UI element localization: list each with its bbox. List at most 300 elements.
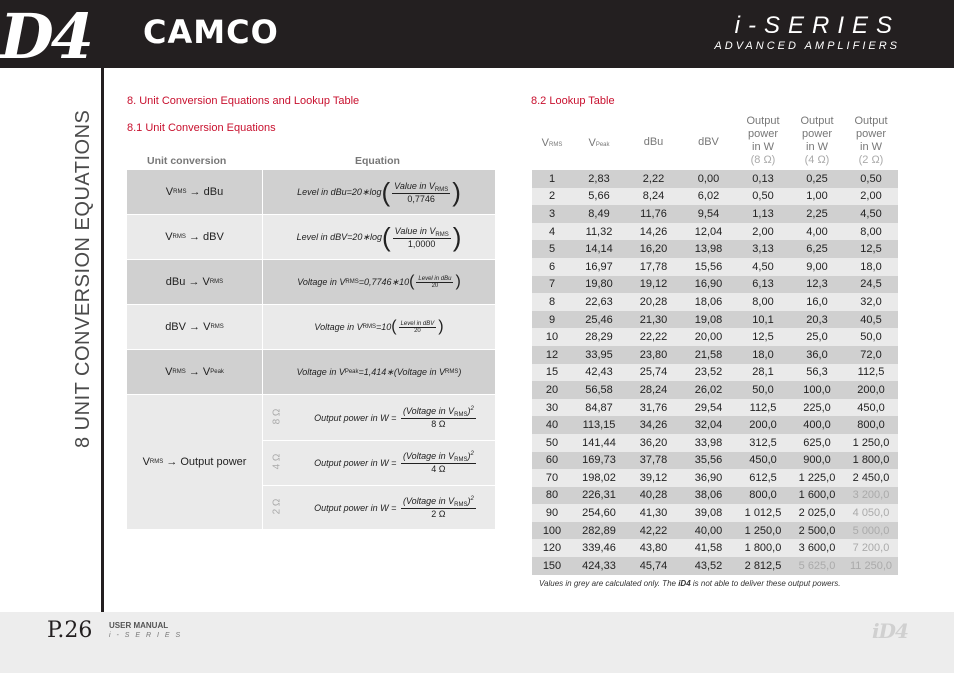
lookup-cell: 1 600,0 [790, 487, 844, 505]
eq-num-close: ) [467, 451, 471, 461]
lookup-cell: 42,22 [626, 522, 681, 540]
lookup-cell: 10 [532, 328, 572, 346]
lookup-row [532, 346, 898, 364]
lookup-cell: 12,3 [790, 276, 844, 294]
eq-num: (Voltage in V [402, 406, 455, 416]
unit-b: Output power [180, 456, 247, 468]
lookup-cell: 20,00 [681, 328, 736, 346]
lookup-cell: 56,58 [572, 381, 626, 399]
eq-num-sub: RMS [435, 231, 449, 238]
unit-a: V [165, 186, 174, 198]
eq-num: Level in dBV [400, 320, 435, 327]
eq-lhs: Voltage in V [297, 277, 346, 287]
lookup-row [532, 487, 898, 505]
conversion-table [127, 170, 495, 530]
eq-sup: 2 [470, 406, 474, 412]
lookup-cell: 21,58 [681, 346, 736, 364]
lookup-cell: 19,80 [572, 276, 626, 294]
conversion-unit [127, 170, 262, 214]
lookup-cell: 9,00 [790, 258, 844, 276]
lookup-row [532, 452, 898, 470]
lookup-cell: 4,50 [736, 258, 790, 276]
lookup-cell: 36,90 [681, 469, 736, 487]
lookup-cell: 8,00 [844, 223, 898, 241]
eq-lhs: Output power in W = [314, 412, 397, 423]
conversion-unit [127, 260, 262, 304]
series-subtitle: ADVANCED AMPLIFIERS [714, 40, 900, 52]
lookup-row [532, 205, 898, 223]
lookup-cell: 35,56 [681, 452, 736, 470]
lookup-row [532, 399, 898, 417]
camco-brand: CAMCO [143, 13, 279, 51]
power-conversion-row [127, 395, 495, 530]
eq-text-c: ) [458, 367, 462, 377]
header-vrms: VRMS [541, 137, 563, 149]
eq-mid: =10 [375, 322, 392, 332]
lookup-cell: 150 [532, 557, 572, 575]
conversion-equation: Level in dBu =20∗log ( $\frac{Value in V_{RMS}}{0,7746}$ ) [297, 177, 461, 207]
lookup-cell: 18,06 [681, 293, 736, 311]
eq-lhs-sub: RMS [362, 324, 376, 330]
lookup-cell: 5 625,0 [790, 557, 844, 575]
lookup-row [532, 293, 898, 311]
lookup-cell: 2 025,0 [790, 504, 844, 522]
lookup-cell: 20,28 [626, 293, 681, 311]
unit-conversion-header: Unit conversion [147, 155, 227, 167]
lookup-cell: 120 [532, 539, 572, 557]
lookup-cell: 32,0 [844, 293, 898, 311]
arrow-icon: → [166, 456, 178, 468]
unit-b-sub: RMS [209, 279, 224, 285]
eq-den: 8 Ω [431, 419, 446, 429]
equation-header: Equation [355, 155, 400, 167]
lookup-cell: 84,87 [572, 399, 626, 417]
lookup-cell: 40 [532, 416, 572, 434]
lookup-cell: 2,22 [626, 170, 681, 188]
lookup-cell: 8,24 [626, 188, 681, 206]
lookup-cell: 0,00 [681, 170, 736, 188]
lookup-row [532, 434, 898, 452]
lookup-cell: 6,13 [736, 276, 790, 294]
lookup-row [532, 188, 898, 206]
lookup-row [532, 223, 898, 241]
unit-b-sub: Peak [210, 369, 224, 375]
lookup-cell: 5,66 [572, 188, 626, 206]
lookup-table [532, 170, 898, 575]
unit-b: dBV [203, 231, 224, 243]
lookup-cell: 40,5 [844, 311, 898, 329]
lookup-cell: 2 812,5 [736, 557, 790, 575]
eq-mid: =0,7746∗10 [358, 276, 410, 287]
lookup-cell: 40,28 [626, 487, 681, 505]
lookup-cell: 28,1 [736, 364, 790, 382]
lookup-cell: 14,14 [572, 240, 626, 258]
d4-logo: D4 [0, 0, 91, 73]
eq-lhs: Level in dBu [297, 187, 347, 197]
eq-num: Value in V [394, 225, 436, 236]
lookup-cell: 10,1 [736, 311, 790, 329]
lookup-cell: 19,08 [681, 311, 736, 329]
lookup-cell: 23,80 [626, 346, 681, 364]
footer-logo: iD4 [872, 619, 908, 643]
lookup-cell: 612,5 [736, 469, 790, 487]
lookup-row [532, 311, 898, 329]
eq-lhs: Output power in W = [314, 457, 397, 468]
lookup-cell: 13,98 [681, 240, 736, 258]
lookup-cell: 20,3 [790, 311, 844, 329]
lookup-cell: 25,46 [572, 311, 626, 329]
lookup-cell: 33,95 [572, 346, 626, 364]
header-vpeak: VPeak [588, 137, 610, 149]
lookup-cell: 1,13 [736, 205, 790, 223]
conversion-unit [127, 350, 262, 394]
lookup-cell: 20 [532, 381, 572, 399]
lookup-cell: 50 [532, 434, 572, 452]
lookup-cell: 36,0 [790, 346, 844, 364]
lookup-cell: 12,5 [844, 240, 898, 258]
vertical-rule [101, 0, 104, 673]
eq-num-close: ) [467, 406, 471, 416]
conversion-row [127, 170, 495, 215]
unit-a: V [165, 231, 173, 243]
lookup-row [532, 364, 898, 382]
unit-a-sub: RMS [149, 459, 164, 465]
lookup-cell: 17,78 [626, 258, 681, 276]
lookup-cell: 15,56 [681, 258, 736, 276]
lookup-cell: 0,25 [790, 170, 844, 188]
arrow-icon: → [189, 321, 201, 333]
lookup-cell: 50,0 [844, 328, 898, 346]
unit-b: V [202, 276, 210, 288]
lookup-cell: 254,60 [572, 504, 626, 522]
lookup-cell: 112,5 [844, 364, 898, 382]
conversion-unit [127, 215, 262, 259]
lookup-cell: 40,00 [681, 522, 736, 540]
eq-num-close: ) [467, 496, 471, 506]
header-power-4ohm: Output power in W (4 Ω) [800, 115, 834, 166]
power-equation [297, 440, 495, 485]
lookup-cell: 424,33 [572, 557, 626, 575]
arrow-icon: → [188, 276, 200, 288]
arrow-icon: → [189, 186, 201, 198]
unit-a: dBV [165, 321, 186, 333]
conversion-row [127, 260, 495, 305]
lookup-cell: 339,46 [572, 539, 626, 557]
lookup-cell: 4,00 [790, 223, 844, 241]
lookup-cell: 8,00 [736, 293, 790, 311]
lookup-cell: 43,52 [681, 557, 736, 575]
lookup-cell: 312,5 [736, 434, 790, 452]
lookup-cell: 2 450,0 [844, 469, 898, 487]
lookup-cell: 3 [532, 205, 572, 223]
lookup-cell: 7 [532, 276, 572, 294]
lookup-cell: 12,5 [736, 328, 790, 346]
lookup-cell: 4 [532, 223, 572, 241]
lookup-row [532, 240, 898, 258]
lookup-cell: 45,74 [626, 557, 681, 575]
lookup-row [532, 328, 898, 346]
lookup-cell: 2,00 [844, 188, 898, 206]
lookup-cell: 50,0 [736, 381, 790, 399]
eq-num-sub: RMS [434, 186, 449, 193]
lookup-cell: 1 225,0 [790, 469, 844, 487]
lookup-row [532, 469, 898, 487]
unit-a: dBu [165, 276, 186, 288]
eq-num: (Voltage in V [402, 496, 455, 506]
eq-mid: =20∗log [347, 231, 382, 242]
lookup-row [532, 522, 898, 540]
conversion-unit [127, 395, 262, 529]
eq-mid: =20∗log [346, 186, 382, 197]
lookup-cell: 25,74 [626, 364, 681, 382]
lookup-row [532, 539, 898, 557]
eq-sup: 2 [470, 496, 474, 502]
arrow-icon: → [188, 366, 200, 378]
eq-den: 0,7746 [407, 193, 435, 204]
lookup-cell: 0,13 [736, 170, 790, 188]
unit-a: V [165, 366, 173, 378]
eq-text-a-sub: Peak [344, 369, 359, 375]
lookup-cell: 1 250,0 [844, 434, 898, 452]
lookup-cell: 56,3 [790, 364, 844, 382]
lookup-cell: 26,02 [681, 381, 736, 399]
lookup-cell: 21,30 [626, 311, 681, 329]
lookup-cell: 80 [532, 487, 572, 505]
lookup-cell: 38,06 [681, 487, 736, 505]
footer-manual: USER MANUAL [109, 621, 169, 630]
lookup-cell: 9,54 [681, 205, 736, 223]
lookup-cell: 200,0 [736, 416, 790, 434]
lookup-cell: 90 [532, 504, 572, 522]
lookup-cell: 15 [532, 364, 572, 382]
unit-b-sub: RMS [210, 324, 224, 330]
lookup-row [532, 504, 898, 522]
eq-text-b: =1,414∗(Voltage in V [358, 366, 446, 377]
power-equation [297, 395, 495, 440]
header-power-8ohm: Output power in W (8 Ω) [746, 115, 780, 166]
lookup-cell: 11,32 [572, 223, 626, 241]
lookup-cell: 9 [532, 311, 572, 329]
lookup-cell: 4,50 [844, 205, 898, 223]
eq-num: Value in V [394, 180, 435, 191]
unit-b: V [202, 366, 211, 378]
conversion-row [127, 350, 495, 395]
side-chapter-title: 8 UNIT CONVERSION EQUATIONS [72, 109, 94, 448]
series-title: i-SERIES [734, 12, 900, 39]
lookup-cell: 400,0 [790, 416, 844, 434]
eq-den: 20 [431, 282, 439, 289]
lookup-cell: 2,25 [790, 205, 844, 223]
lookup-cell: 450,0 [844, 399, 898, 417]
conversion-equation: Voltage in V RMS =10 ( $\frac{\text{Level in dBV}}{20}$ ) [314, 318, 444, 335]
lookup-cell: 225,0 [790, 399, 844, 417]
eq-lhs: Level in dBV [296, 232, 348, 242]
eq-den: 4 Ω [431, 464, 446, 474]
lookup-cell: 625,0 [790, 434, 844, 452]
eq-text-b-sub: RMS [445, 369, 459, 375]
unit-a-sub: RMS [172, 369, 186, 375]
eq-den: 20 [414, 327, 421, 334]
lookup-cell: 16,97 [572, 258, 626, 276]
lookup-row [532, 170, 898, 188]
lookup-cell: 42,43 [572, 364, 626, 382]
lookup-cell: 113,15 [572, 416, 626, 434]
lookup-cell: 1 [532, 170, 572, 188]
eq-lhs: Voltage in V [314, 322, 363, 332]
conversion-equation: Voltage in V RMS =0,7746∗10 ( $\frac{\text{Level in dBu}}{20}$ ) [297, 273, 461, 290]
unit-a-sub: RMS [172, 234, 186, 240]
lookup-cell: 1 012,5 [736, 504, 790, 522]
lookup-cell: 12 [532, 346, 572, 364]
lookup-cell: 16,0 [790, 293, 844, 311]
lookup-cell: 24,5 [844, 276, 898, 294]
ohm-label: 4 Ω [271, 453, 283, 470]
lookup-cell: 7 200,0 [844, 539, 898, 557]
unit-a-sub: RMS [173, 189, 187, 195]
subsection-title: 8.1 Unit Conversion Equations [127, 122, 276, 134]
lookup-cell: 800,0 [844, 416, 898, 434]
section-title: 8. Unit Conversion Equations and Lookup Table [127, 95, 360, 107]
lookup-cell: 2,00 [736, 223, 790, 241]
conversion-unit [127, 305, 262, 349]
footer-series: i - S E R I E S [109, 632, 183, 639]
lookup-row [532, 416, 898, 434]
lookup-cell: 2,83 [572, 170, 626, 188]
lookup-cell: 6,25 [790, 240, 844, 258]
lookup-cell: 28,29 [572, 328, 626, 346]
lookup-row [532, 557, 898, 575]
header-dbv: dBV [698, 136, 719, 148]
eq-num: (Voltage in V [402, 451, 455, 461]
lookup-cell: 198,02 [572, 469, 626, 487]
lookup-cell: 18,0 [736, 346, 790, 364]
lookup-cell: 112,5 [736, 399, 790, 417]
lookup-cell: 5 [532, 240, 572, 258]
lookup-cell: 37,78 [626, 452, 681, 470]
eq-num-sub: RMS [454, 412, 468, 418]
unit-a: V [142, 456, 150, 468]
lookup-title: 8.2 Lookup Table [531, 95, 615, 107]
lookup-cell: 36,20 [626, 434, 681, 452]
lookup-cell: 14,26 [626, 223, 681, 241]
lookup-cell: 2 500,0 [790, 522, 844, 540]
lookup-cell: 31,76 [626, 399, 681, 417]
lookup-cell: 2 [532, 188, 572, 206]
lookup-cell: 900,0 [790, 452, 844, 470]
eq-num-sub: RMS [454, 502, 468, 508]
lookup-cell: 43,80 [626, 539, 681, 557]
lookup-cell: 282,89 [572, 522, 626, 540]
eq-text-a: Voltage in V [296, 367, 345, 377]
page-number: P.26 [47, 618, 93, 643]
unit-b: V [203, 321, 211, 333]
header-dbu: dBu [643, 136, 664, 148]
unit-b: dBu [203, 186, 224, 198]
arrow-icon: → [188, 231, 200, 243]
lookup-cell: 11,76 [626, 205, 681, 223]
lookup-cell: 29,54 [681, 399, 736, 417]
lookup-cell: 41,30 [626, 504, 681, 522]
lookup-cell: 39,12 [626, 469, 681, 487]
lookup-cell: 0,50 [844, 170, 898, 188]
lookup-cell: 3,13 [736, 240, 790, 258]
lookup-cell: 1,00 [790, 188, 844, 206]
lookup-cell: 800,0 [736, 487, 790, 505]
lookup-cell: 3 600,0 [790, 539, 844, 557]
lookup-cell: 18,0 [844, 258, 898, 276]
lookup-cell: 1 800,0 [736, 539, 790, 557]
lookup-cell: 4 050,0 [844, 504, 898, 522]
lookup-cell: 3 200,0 [844, 487, 898, 505]
lookup-cell: 30 [532, 399, 572, 417]
lookup-cell: 141,44 [572, 434, 626, 452]
lookup-cell: 6,02 [681, 188, 736, 206]
lookup-cell: 32,04 [681, 416, 736, 434]
lookup-cell: 100,0 [790, 381, 844, 399]
eq-den: 2 Ω [431, 509, 446, 519]
eq-sup: 2 [470, 451, 474, 457]
power-equation [297, 485, 495, 530]
lookup-cell: 19,12 [626, 276, 681, 294]
eq-den: 1,0000 [407, 238, 436, 249]
lookup-cell: 25,0 [790, 328, 844, 346]
lookup-cell: 16,20 [626, 240, 681, 258]
eq-lhs: Output power in W = [314, 502, 397, 513]
lookup-cell: 33,98 [681, 434, 736, 452]
lookup-cell: 22,63 [572, 293, 626, 311]
grey-values-note: Values in grey are calculated only. The iD4 is not able to deliver these output powers. [539, 579, 841, 588]
eq-lhs-sub: RMS [345, 279, 359, 285]
ohm-label: 8 Ω [271, 408, 283, 425]
lookup-cell: 22,22 [626, 328, 681, 346]
conversion-row [127, 305, 495, 350]
lookup-cell: 226,31 [572, 487, 626, 505]
lookup-cell: 100 [532, 522, 572, 540]
lookup-cell: 5 000,0 [844, 522, 898, 540]
eq-num-sub: RMS [454, 457, 468, 463]
lookup-cell: 8,49 [572, 205, 626, 223]
lookup-cell: 16,90 [681, 276, 736, 294]
lookup-cell: 1 800,0 [844, 452, 898, 470]
lookup-cell: 23,52 [681, 364, 736, 382]
lookup-cell: 8 [532, 293, 572, 311]
conversion-row [127, 215, 495, 260]
conversion-equation: Level in dBV =20∗log ( $\frac{Value in V_{RMS}}{1,0000}$ ) [296, 222, 462, 252]
lookup-cell: 34,26 [626, 416, 681, 434]
lookup-cell: 169,73 [572, 452, 626, 470]
conversion-equation [263, 350, 495, 394]
lookup-row [532, 276, 898, 294]
lookup-cell: 60 [532, 452, 572, 470]
ohm-label: 2 Ω [271, 498, 283, 515]
lookup-cell: 6 [532, 258, 572, 276]
lookup-cell: 1 250,0 [736, 522, 790, 540]
lookup-cell: 39,08 [681, 504, 736, 522]
lookup-cell: 70 [532, 469, 572, 487]
lookup-cell: 450,0 [736, 452, 790, 470]
lookup-cell: 72,0 [844, 346, 898, 364]
lookup-cell: 12,04 [681, 223, 736, 241]
lookup-cell: 0,50 [736, 188, 790, 206]
lookup-cell: 41,58 [681, 539, 736, 557]
lookup-row [532, 258, 898, 276]
lookup-cell: 200,0 [844, 381, 898, 399]
lookup-cell: 28,24 [626, 381, 681, 399]
header-power-2ohm: Output power in W (2 Ω) [854, 115, 888, 166]
lookup-cell: 11 250,0 [844, 557, 898, 575]
eq-num: Level in dBu [418, 275, 452, 282]
lookup-row [532, 381, 898, 399]
